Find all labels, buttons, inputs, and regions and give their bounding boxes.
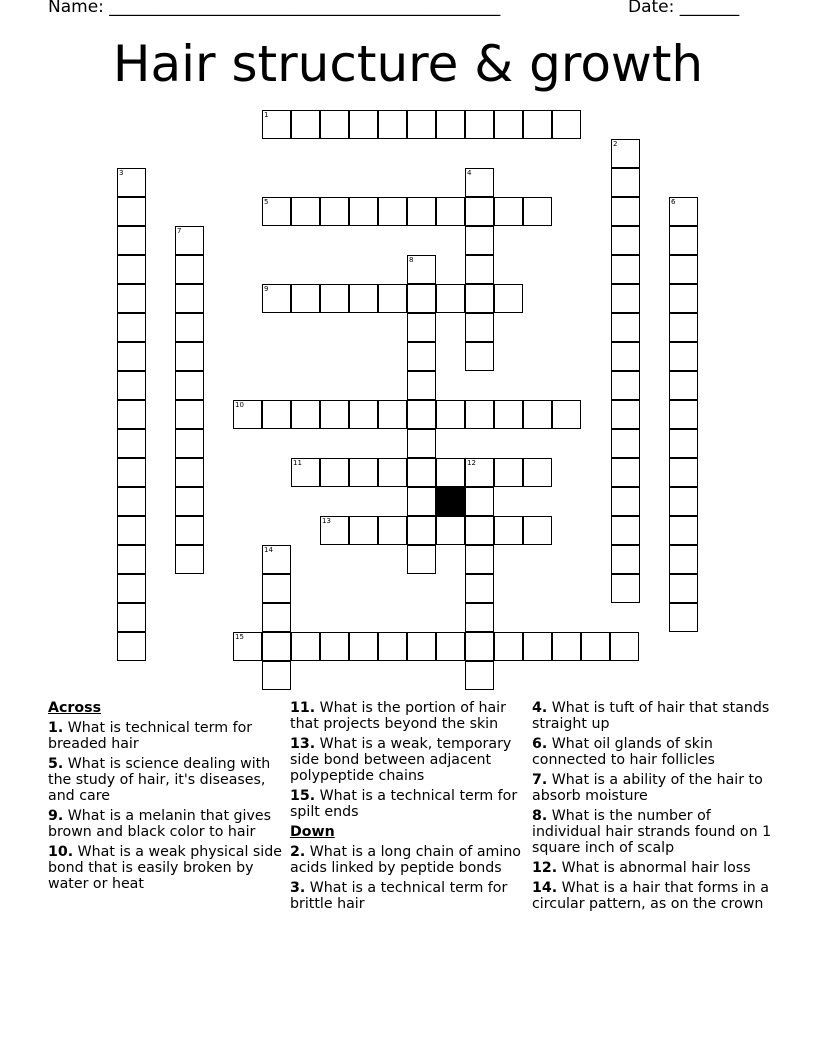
clue-item-text: What is technical term for breaded hair (48, 720, 253, 752)
across-clues-list (48, 720, 288, 892)
clue-column-3 (532, 700, 772, 916)
grid-cell[interactable] (611, 284, 640, 313)
date-field[interactable]: Date: _______ (628, 0, 740, 17)
grid-cell[interactable] (465, 661, 494, 690)
grid-cell[interactable] (669, 429, 698, 458)
grid-cell[interactable] (436, 516, 465, 545)
grid-cell[interactable] (175, 371, 204, 400)
down-heading: Down (290, 824, 335, 840)
grid-cell[interactable] (407, 197, 436, 226)
grid-cell[interactable] (349, 632, 378, 661)
name-field[interactable]: Name: ______________________________________________ (48, 0, 501, 17)
clue-item-text: What is a ability of the hair to absorb moisture (532, 772, 763, 804)
grid-cell[interactable] (581, 632, 610, 661)
grid-cell[interactable] (494, 284, 523, 313)
grid-cell[interactable] (611, 255, 640, 284)
clue-item-number: 1. (48, 720, 64, 736)
grid-cell[interactable] (291, 110, 320, 139)
grid-cell[interactable] (494, 458, 523, 487)
clue-item-number: 8. (532, 808, 548, 824)
grid-cell[interactable] (349, 197, 378, 226)
grid-cell[interactable] (117, 313, 146, 342)
grid-cell[interactable] (175, 255, 204, 284)
grid-cell[interactable] (465, 632, 494, 661)
grid-cell[interactable] (407, 284, 436, 313)
grid-cell[interactable] (407, 487, 436, 516)
clue-item-text: What is the number of individual hair strands found on 1 square inch of scalp (532, 808, 772, 856)
grid-cell[interactable] (320, 458, 349, 487)
grid-cell[interactable] (320, 197, 349, 226)
grid-cell[interactable] (494, 632, 523, 661)
clue-item-number: 12. (532, 860, 558, 876)
grid-cell[interactable] (378, 516, 407, 545)
clue-number: 9 (264, 285, 269, 293)
clue-item-number: 14. (532, 880, 558, 896)
clue-item-number: 3. (290, 880, 306, 896)
clue-number: 14 (264, 546, 273, 554)
grid-cell[interactable] (175, 487, 204, 516)
grid-cell[interactable] (611, 400, 640, 429)
clue-item (290, 736, 530, 784)
clue-number: 10 (235, 401, 244, 409)
grid-cell[interactable] (611, 168, 640, 197)
grid-cell[interactable] (611, 516, 640, 545)
grid-cell[interactable] (465, 545, 494, 574)
grid-cell[interactable] (349, 284, 378, 313)
grid-cell[interactable] (523, 197, 552, 226)
grid-cell[interactable] (611, 313, 640, 342)
clue-item (290, 788, 530, 820)
clue-item (48, 720, 288, 752)
grid-cell[interactable] (117, 603, 146, 632)
grid-cell[interactable] (465, 110, 494, 139)
grid-cell[interactable] (378, 400, 407, 429)
grid-cell[interactable] (436, 632, 465, 661)
grid-cell[interactable] (611, 342, 640, 371)
grid-cell[interactable] (523, 516, 552, 545)
grid-cell[interactable] (349, 110, 378, 139)
across-heading: Across (48, 700, 102, 716)
grid-cell[interactable] (611, 226, 640, 255)
grid-cell[interactable] (291, 632, 320, 661)
grid-cell[interactable] (407, 545, 436, 574)
grid-cell[interactable] (378, 284, 407, 313)
grid-cell[interactable] (611, 487, 640, 516)
grid-cell[interactable] (378, 632, 407, 661)
grid-cell[interactable] (117, 371, 146, 400)
grid-cell[interactable] (117, 632, 146, 661)
clue-item (48, 808, 288, 840)
grid-cell[interactable] (494, 400, 523, 429)
grid-cell[interactable] (407, 429, 436, 458)
grid-cell[interactable] (669, 226, 698, 255)
clue-column-1 (48, 700, 288, 896)
clue-item-text: What is a weak physical side bond that is easily broken by water or heat (48, 844, 282, 892)
grid-cell[interactable] (262, 603, 291, 632)
grid-cell[interactable] (349, 458, 378, 487)
clue-number: 8 (409, 256, 414, 264)
grid-cell[interactable] (669, 574, 698, 603)
grid-cell[interactable] (436, 400, 465, 429)
grid-cell[interactable] (611, 545, 640, 574)
clue-item (532, 700, 772, 732)
grid-cell[interactable] (552, 632, 581, 661)
clue-item (532, 808, 772, 856)
grid-cell[interactable] (611, 197, 640, 226)
grid-cell[interactable] (465, 603, 494, 632)
grid-cell[interactable] (407, 516, 436, 545)
grid-cell[interactable] (117, 226, 146, 255)
grid-cell[interactable] (669, 545, 698, 574)
clue-number: 6 (671, 198, 676, 206)
grid-cell[interactable] (175, 429, 204, 458)
grid-cell[interactable] (117, 284, 146, 313)
clue-item-text: What is abnormal hair loss (561, 860, 751, 876)
grid-cell[interactable] (175, 516, 204, 545)
clue-item-text: What is the portion of hair that projects beyond the skin (290, 700, 506, 732)
grid-cell[interactable] (494, 516, 523, 545)
grid-cell[interactable] (611, 574, 640, 603)
grid-cell[interactable] (523, 110, 552, 139)
grid-cell[interactable] (669, 400, 698, 429)
clue-item-number: 5. (48, 756, 64, 772)
grid-cell[interactable] (465, 197, 494, 226)
grid-cell[interactable] (669, 516, 698, 545)
grid-cell[interactable] (436, 110, 465, 139)
grid-cell[interactable] (465, 226, 494, 255)
clue-number: 12 (467, 459, 476, 467)
clue-item (532, 736, 772, 768)
grid-cell[interactable] (669, 371, 698, 400)
grid-cell[interactable] (669, 487, 698, 516)
grid-cell[interactable] (175, 545, 204, 574)
clue-item-number: 2. (290, 844, 306, 860)
clue-item-text: What is a long chain of amino acids linked by peptide bonds (290, 844, 521, 876)
grid-cell[interactable] (407, 400, 436, 429)
grid-cell[interactable] (175, 342, 204, 371)
clue-item (532, 772, 772, 804)
grid-cell[interactable] (320, 632, 349, 661)
grid-cell[interactable] (610, 632, 639, 661)
clue-item-number: 6. (532, 736, 548, 752)
down-clues-list (290, 844, 530, 912)
grid-cell[interactable] (117, 400, 146, 429)
grid-cell[interactable] (465, 342, 494, 371)
grid-cell[interactable] (669, 313, 698, 342)
clue-number: 2 (613, 140, 618, 148)
grid-cell[interactable] (378, 110, 407, 139)
clue-item-text: What is a technical term for spilt ends (290, 788, 518, 820)
clue-item-number: 15. (290, 788, 316, 804)
grid-cell[interactable] (175, 284, 204, 313)
clue-item-text: What is science dealing with the study of hair, it's diseases, and care (48, 756, 271, 804)
grid-cell[interactable] (494, 197, 523, 226)
grid-cell[interactable] (407, 110, 436, 139)
clue-item-text: What is a weak, temporary side bond between adjacent polypeptide chains (290, 736, 512, 784)
grid-cell[interactable] (523, 400, 552, 429)
clue-item (532, 860, 772, 876)
grid-cell[interactable] (465, 516, 494, 545)
clue-item (290, 880, 530, 912)
grid-cell[interactable] (117, 545, 146, 574)
grid-cell[interactable] (436, 197, 465, 226)
grid-cell[interactable] (291, 197, 320, 226)
clue-number: 1 (264, 111, 269, 119)
grid-cell[interactable] (117, 574, 146, 603)
grid-cell[interactable] (611, 458, 640, 487)
grid-cell[interactable] (320, 400, 349, 429)
grid-cell[interactable] (407, 342, 436, 371)
page-title: Hair structure & growth (112, 35, 704, 93)
grid-cell[interactable] (291, 284, 320, 313)
grid-cell[interactable] (175, 400, 204, 429)
clue-number: 4 (467, 169, 472, 177)
grid-cell[interactable] (407, 313, 436, 342)
grid-cell[interactable] (117, 516, 146, 545)
grid-cell[interactable] (175, 458, 204, 487)
clue-item-number: 10. (48, 844, 74, 860)
grid-cell[interactable] (407, 458, 436, 487)
clue-item-text: What is tuft of hair that stands straight up (532, 700, 770, 732)
clue-number: 15 (235, 633, 244, 641)
grid-cell[interactable] (117, 458, 146, 487)
clue-number: 3 (119, 169, 124, 177)
grid-cell[interactable] (669, 284, 698, 313)
grid-cell[interactable] (378, 197, 407, 226)
clue-item-text: What is a melanin that gives brown and black color to hair (48, 808, 272, 840)
grid-cell[interactable] (320, 284, 349, 313)
clue-item-number: 7. (532, 772, 548, 788)
grid-cell[interactable] (465, 255, 494, 284)
grid-cell[interactable] (407, 632, 436, 661)
grid-cell[interactable] (611, 429, 640, 458)
clue-column-2 (290, 700, 530, 916)
grid-cell[interactable] (465, 487, 494, 516)
clue-item-number: 4. (532, 700, 548, 716)
clue-item (48, 756, 288, 804)
grid-cell[interactable] (494, 110, 523, 139)
clue-item-number: 13. (290, 736, 316, 752)
clue-item (290, 844, 530, 876)
grid-cell[interactable] (175, 313, 204, 342)
clue-item (48, 844, 288, 892)
clue-number: 7 (177, 227, 182, 235)
grid-cell[interactable] (465, 313, 494, 342)
clue-item-text: What is a technical term for brittle hair (290, 880, 508, 912)
grid-cell[interactable] (117, 197, 146, 226)
clue-item-number: 9. (48, 808, 64, 824)
grid-cell[interactable] (262, 400, 291, 429)
clue-number: 11 (293, 459, 302, 467)
clue-item (290, 700, 530, 732)
grid-cell[interactable] (523, 632, 552, 661)
grid-cell[interactable] (436, 284, 465, 313)
grid-cell[interactable] (552, 110, 581, 139)
grid-cell[interactable] (291, 400, 320, 429)
grid-cell[interactable] (378, 458, 407, 487)
grid-cell[interactable] (523, 458, 552, 487)
grid-cell[interactable] (262, 632, 291, 661)
across-clues-list-continued (290, 700, 530, 820)
grid-cell[interactable] (669, 342, 698, 371)
grid-cell[interactable] (117, 342, 146, 371)
clue-item-text: What is a hair that forms in a circular pattern, as on the crown (532, 880, 769, 912)
clue-item-number: 11. (290, 700, 316, 716)
grid-cell[interactable] (117, 487, 146, 516)
grid-cell[interactable] (465, 400, 494, 429)
clue-number: 5 (264, 198, 269, 206)
grid-cell[interactable] (552, 400, 581, 429)
grid-cell[interactable] (407, 371, 436, 400)
grid-cell[interactable] (262, 574, 291, 603)
clue-item-text: What oil glands of skin connected to hair follicles (532, 736, 715, 768)
grid-cell[interactable] (262, 661, 291, 690)
clue-number: 13 (322, 517, 331, 525)
grid-cell[interactable] (349, 516, 378, 545)
grid-cell[interactable] (669, 603, 698, 632)
blocked-cell (436, 487, 465, 516)
grid-cell[interactable] (669, 458, 698, 487)
clue-item (532, 880, 772, 912)
grid-cell[interactable] (436, 458, 465, 487)
grid-cell[interactable] (349, 400, 378, 429)
grid-cell[interactable] (611, 371, 640, 400)
grid-cell[interactable] (117, 255, 146, 284)
down-clues-list-continued (532, 700, 772, 912)
grid-cell[interactable] (320, 110, 349, 139)
grid-cell[interactable] (669, 255, 698, 284)
grid-cell[interactable] (465, 284, 494, 313)
grid-cell[interactable] (465, 574, 494, 603)
grid-cell[interactable] (117, 429, 146, 458)
